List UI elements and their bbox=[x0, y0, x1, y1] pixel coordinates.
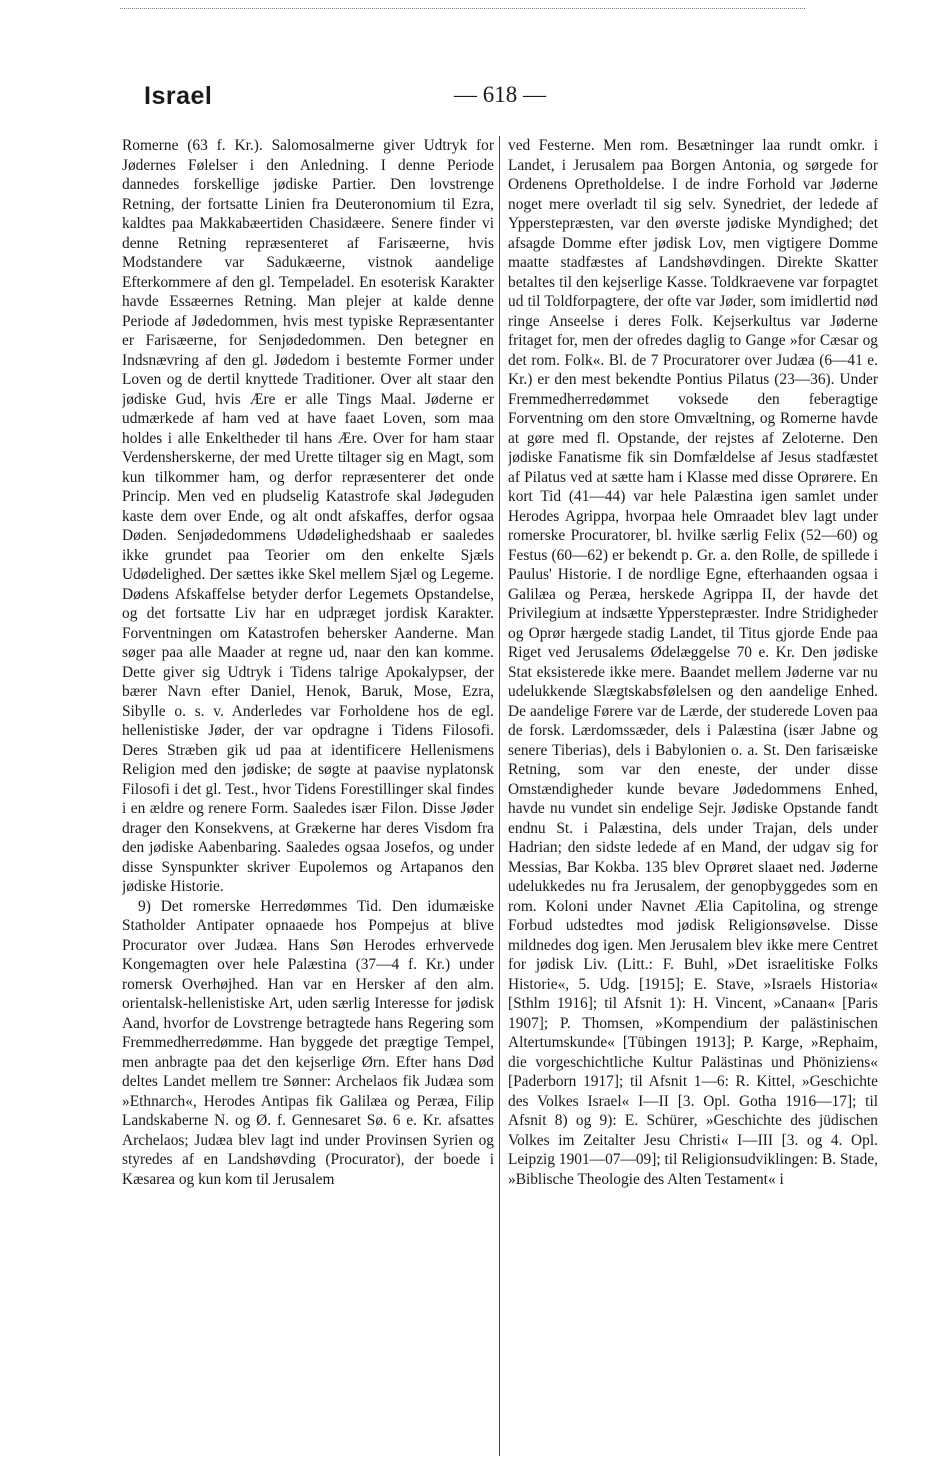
right-column bbox=[508, 136, 878, 1461]
page-title: Israel bbox=[144, 82, 213, 110]
paragraph-senjodedommen: Romerne (63 f. Kr.). Salomosalmerne giver Udtryk for Jødernes Følelser i den Anledning. I denne Periode dannedes forskellige jødiske Partier. Den lovstrenge Retning, der fortsatte Linien fra Deuteronomium til Ezra, kaldtes paa Makkabæertiden Chasidæere. Senere finder vi denne Retning repræsenteret af Farisæerne, hvis Modstandere var Sadukæerne, vistnok aandelige Efterkommere af den gl. Tempeladel. En esoterisk Karakter havde Essæernes Retning. Man plejer at kalde denne Periode af Jødedommen, hvis mest typiske Repræsentanter er Farisæerne, for Senjødedommen. Den betegner en Indsnævring af den gl. Jødedom i bestemte Former under Loven og de dertil knyttede Traditioner. Over alt staar den jødiske Gud, hvis Ære er alle Tings Maal. Jøderne er udmærkede af ham ved at have faaet Loven, som maa holdes i alle Enkeltheder til hans Ære. Over for ham staar Verdensherskerne, der med Urette tiltager sig en Magt, som kun tilkommer ham, og derfor repræsenterer det onde Princip. Men ved en pludselig Katastrofe skal Jødeguden kaste dem over Ende, og alt ondt afskaffes, derfor ogsaa Døden. Senjødedommens Udødelighedshaab er saaledes ikke grundet paa Teorier om den enkelte Sjæls Udødelighed. Der sættes ikke Skel mellem Sjæl og Legeme. Dødens Afskaffelse betyder derfor Legemets Opstandelse, og det fortsatte Liv har en udpræget jordisk Karakter. Forventningen om Katastrofen behersker Aanderne. Man søger paa alle Maader at regne ud, naar den kan komme. Dette giver sig Udtryk i Tidens talrige Apokalypser, der bærer Navn efter Daniel, Henok, Baruk, Mose, Ezra, Sibylle o. s. v. Anderledes var Forholdene hos de egl. hellenistiske Jøder, der var opdragne i Tidens Filosofi. Deres Stræben gik ud paa at identificere Hellenismens Religion med den jødiske; de søgte at paavise nyplatonsk Filosofi i det gl. Test., hvor Tidens Forestillinger skal findes i en ældre og renere Form. Saaledes især Filon. Disse Jøder drager den Konsekvens, at Grækerne har deres Visdom fra den jødiske Aabenbaring. Saaledes ogsaa Josefos, og under disse Synspunkter skriver Eupolemos og Artapanos den jødiske Historie. bbox=[122, 137, 494, 895]
left-column bbox=[122, 136, 494, 1461]
page-header bbox=[144, 82, 824, 112]
page-number: — 618 — bbox=[454, 82, 546, 107]
paragraph-romerske-herredomme: 9) Det romerske Herredømmes Tid. Den idumæiske Statholder Antipater opnaaede hos Pompejus at blive Procurator over Judæa. Hans Søn Herodes erhvervede Kongemagten over hele Palæstina (37—4 f. Kr.) under romersk Overhøjhed. Han var en Hersker af den alm. orientalsk-hellenistiske Art, uden særlig Interesse for jødisk Aand, hvorfor de Lovstrenge betragtede hans Regering som Fremmedherredømme. Han byggede det prægtige Tempel, men anbragte paa det den kejserlige Ørn. Efter hans Død deltes Landet mellem tre Sønner: Archelaos fik Judæa som »Ethnarch«, Herodes Antipas fik Galilæa og Peræa, Filip Landskaberne N. og Ø. f. Gennesaret Sø. 6 e. Kr. afsattes Archelaos; Judæa blev lagt ind under Provinsen Syrien og styredes af en Landshøvding (Procurator), der boede i Kæsarea og kun kom til Jerusalem bbox=[122, 897, 494, 1188]
top-dotted-rule bbox=[120, 8, 805, 9]
column-divider bbox=[499, 136, 500, 1456]
paragraph-romerske-styre: ved Festerne. Men rom. Besætninger laa rundt omkr. i Landet, i Jerusalem paa Borgen Antonia, og sørgede for Ordenens Opretholdelse. I de indre Forhold var Jøderne noget mere overladt til sig selv. Synedriet, der ledede af Ypperstepræsten, var den øverste jødiske Myndighed; det afsagde Domme efter jødisk Lov, men vigtigere Domme maatte stadfæstes af Landshøvdingen. Direkte Skatter betaltes til den kejserlige Kasse. Toldkraevene var forpagtet ud til Toldforpagtere, der ofte var Jøder, som imidlertid nød ringe Anseelse i deres Folk. Kejserkultus var Jøderne fritaget for, men der ofredes daglig to Gange »for Cæsar og det rom. Folk«. Bl. de 7 Procuratorer over Judæa (6—41 e. Kr.) er den mest bekendte Pontius Pilatus (23—36). Under Fremmedherredømmet voksede den feberagtige Forventning om den store Omvæltning, og Romerne havde at gøre med fl. Opstande, der rejstes af Zeloterne. Den jødiske Fanatisme fik sin Domfældelse af Jesus stadfæstet af Pilatus ved at sætte ham i Klasse med disse Oprørere. En kort Tid (41—44) var hele Palæstina igen samlet under Herodes Agrippa, hvorpaa hele Omraadet blev lagt under romerske Procuratorer, bl. hvilke særlig Felix (52—60) og Festus (60—62) er bekendt p. Gr. a. den Rolle, de spillede i Paulus' Historie. I de nordlige Egne, efterhaanden ogsaa i Galilæa og Peræa, herskede Agrippa II, der havde det Privilegium at indsætte Ypperstepræster. Indre Stridigheder og Oprør hærgede stadig Landet, til Titus gjorde Ende paa Riget ved Jerusalems Ødelæggelse 70 e. Kr. Den jødiske Stat eksisterede ikke mere. Baandet mellem Jøderne var nu udelukkende Slægtskabsfølelsen og den aandelige Enhed. De aandelige Førere var de Lærde, der studerede Loven paa de forsk. Lærdomssæder, dels i Palæstina (især Jabne og senere Tiberias), dels i Babylonien o. a. St. Den farisæiske Retning, som var den eneste, der under disse Omstændigheder kunde bevare Jødedommens Enhed, havde nu vundet sin endelige Sejr. Jødiske Opstande fandt endnu St. i Palæstina, dels under Trajan, dels under Hadrian; den sidste ledede af en Mand, der udgav sig for Messias, Bar Kokba. 135 blev Oprøret slaaet ned. Jøderne udelukkedes nu fra Jerusalem, der genopbyggedes som en rom. Koloni under Navnet Ælia Capitolina, og strenge Forbud udstedtes mod jødisk Religionsøvelse. Disse mildnedes dog igen. Men Jerusalem blev ikke mere Centret for jødisk Liv. (Litt.: F. Buhl, »Det israelitiske Folks Historie«, 5. Udg. [1915]; E. Stave, »Israels Historia« [Sthlm 1916]; til Afsnit 1): H. Vincent, »Canaan« [Paris 1907]; P. Thomsen, »Kompendium der palästinischen Altertumskunde« [Tübingen 1913]; P. Karge, »Rephaim, die vorgeschichtliche Kultur Palästinas und Phöniziens« [Paderborn 1917]; til Afsnit 1—6: R. Kittel, »Geschichte des Volkes Israel« I—II [3. Opl. Gotha 1916—17]; til Afsnit 8) og 9): E. Schürer, »Geschichte des jüdischen Volkes im Zeitalter Jesu Christi« I—III [3. og 4. Opl. Leipzig 1901—07—09]; til Religionsudviklingen: B. Stade, »Biblische Theologie des Alten Testament« i bbox=[508, 137, 878, 1188]
